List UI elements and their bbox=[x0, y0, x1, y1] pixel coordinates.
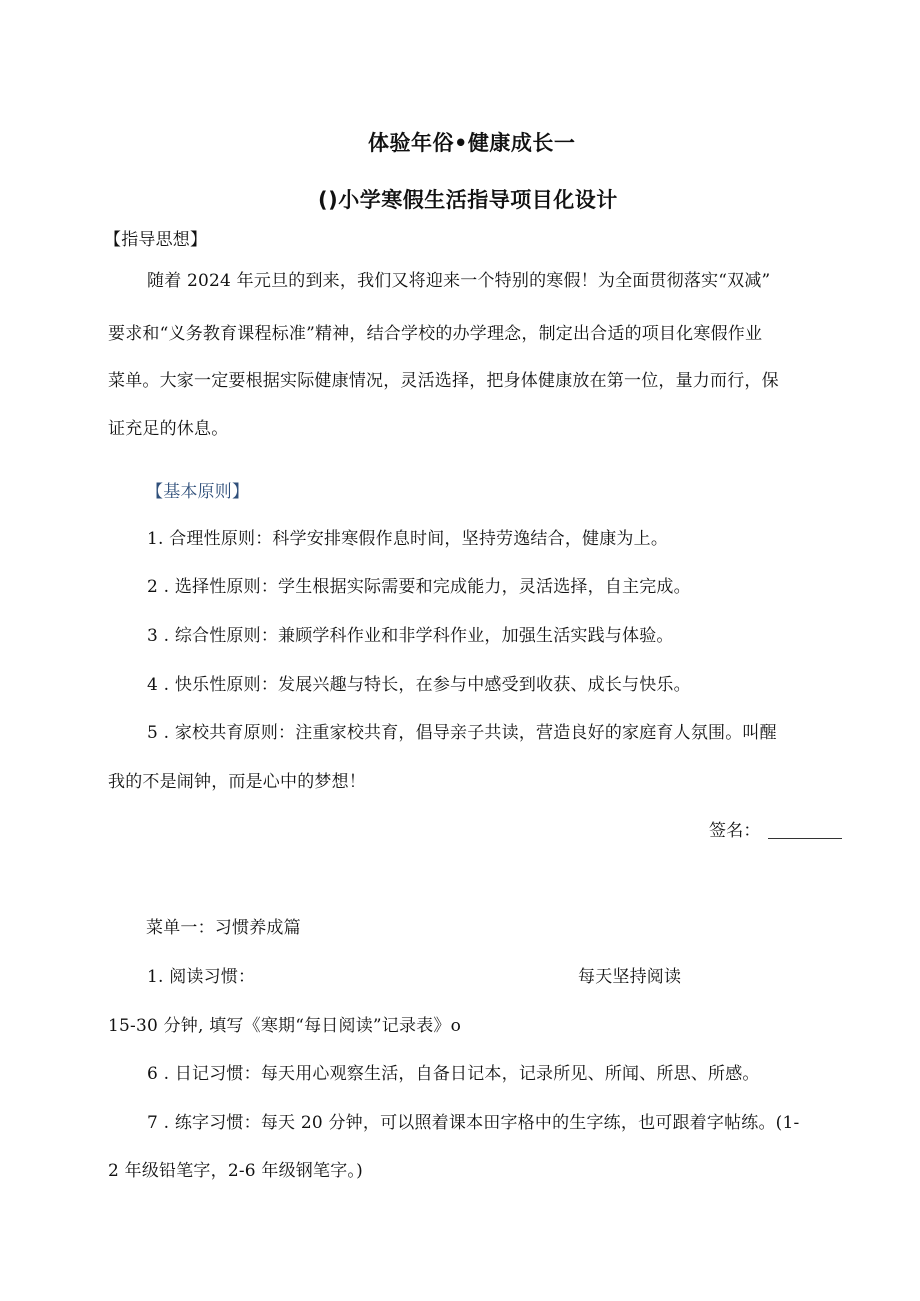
guiding-line-3: 菜单。大家一定要根据实际健康情况，灵活选择，把身体健康放在第一位，量力而行，保 bbox=[108, 371, 779, 391]
signature-label: 签名： bbox=[709, 821, 761, 841]
reading-habit-detail: 每天坚持阅读 bbox=[578, 967, 682, 987]
guiding-line-2: 要求和“义务教育课程标准”精神，结合学校的办学理念，制定出合适的项目化寒假作业 bbox=[108, 324, 763, 344]
guiding-line-1: 随着 2024 年元旦的到来，我们又将迎来一个特别的寒假！为全面贯彻落实“双减” bbox=[147, 271, 771, 291]
menu-heading: 菜单一：习惯养成篇 bbox=[146, 918, 301, 938]
principle-item-5-continuation: 我的不是闹钟，而是心中的梦想！ bbox=[108, 772, 366, 792]
principle-item-5: 5 . 家校共育原则：注重家校共育，倡导亲子共读，营造良好的家庭育人氛围。叫醒 bbox=[147, 723, 777, 743]
guiding-line-4: 证充足的休息。 bbox=[108, 419, 229, 439]
signature-line bbox=[768, 838, 842, 839]
page-subtitle: ()小学寒假生活指导项目化设计 bbox=[318, 188, 618, 212]
reading-habit-label: 1. 阅读习惯： bbox=[147, 967, 256, 987]
diary-habit-item: 6 . 日记习惯：每天用心观察生活，自备日记本，记录所见、所闻、所思、所感。 bbox=[147, 1064, 760, 1084]
reading-habit-continuation: 15-30 分钟, 填写《寒期“每日阅读”记录表》o bbox=[108, 1016, 462, 1036]
writing-habit-continuation: 2 年级铅笔字，2-6 年级钢笔字。) bbox=[108, 1161, 363, 1181]
principle-item-1: 1. 合理性原则：科学安排寒假作息时间，坚持劳逸结合，健康为上。 bbox=[147, 529, 669, 549]
principle-item-2: 2 . 选择性原则：学生根据实际需要和完成能力，灵活选择，自主完成。 bbox=[147, 577, 691, 597]
principles-heading: 【基本原则】 bbox=[146, 482, 250, 502]
page-title: 体验年俗•健康成长一 bbox=[368, 131, 576, 155]
writing-habit-item: 7 . 练字习惯：每天 20 分钟，可以照着课本田字格中的生字练，也可跟着字帖练。(1- bbox=[147, 1113, 800, 1133]
principle-item-4: 4 . 快乐性原则：发展兴趣与特长，在参与中感受到收获、成长与快乐。 bbox=[147, 675, 691, 695]
guiding-heading: 【指导思想】 bbox=[104, 230, 208, 250]
principle-item-3: 3 . 综合性原则：兼顾学科作业和非学科作业，加强生活实践与体验。 bbox=[147, 626, 674, 646]
